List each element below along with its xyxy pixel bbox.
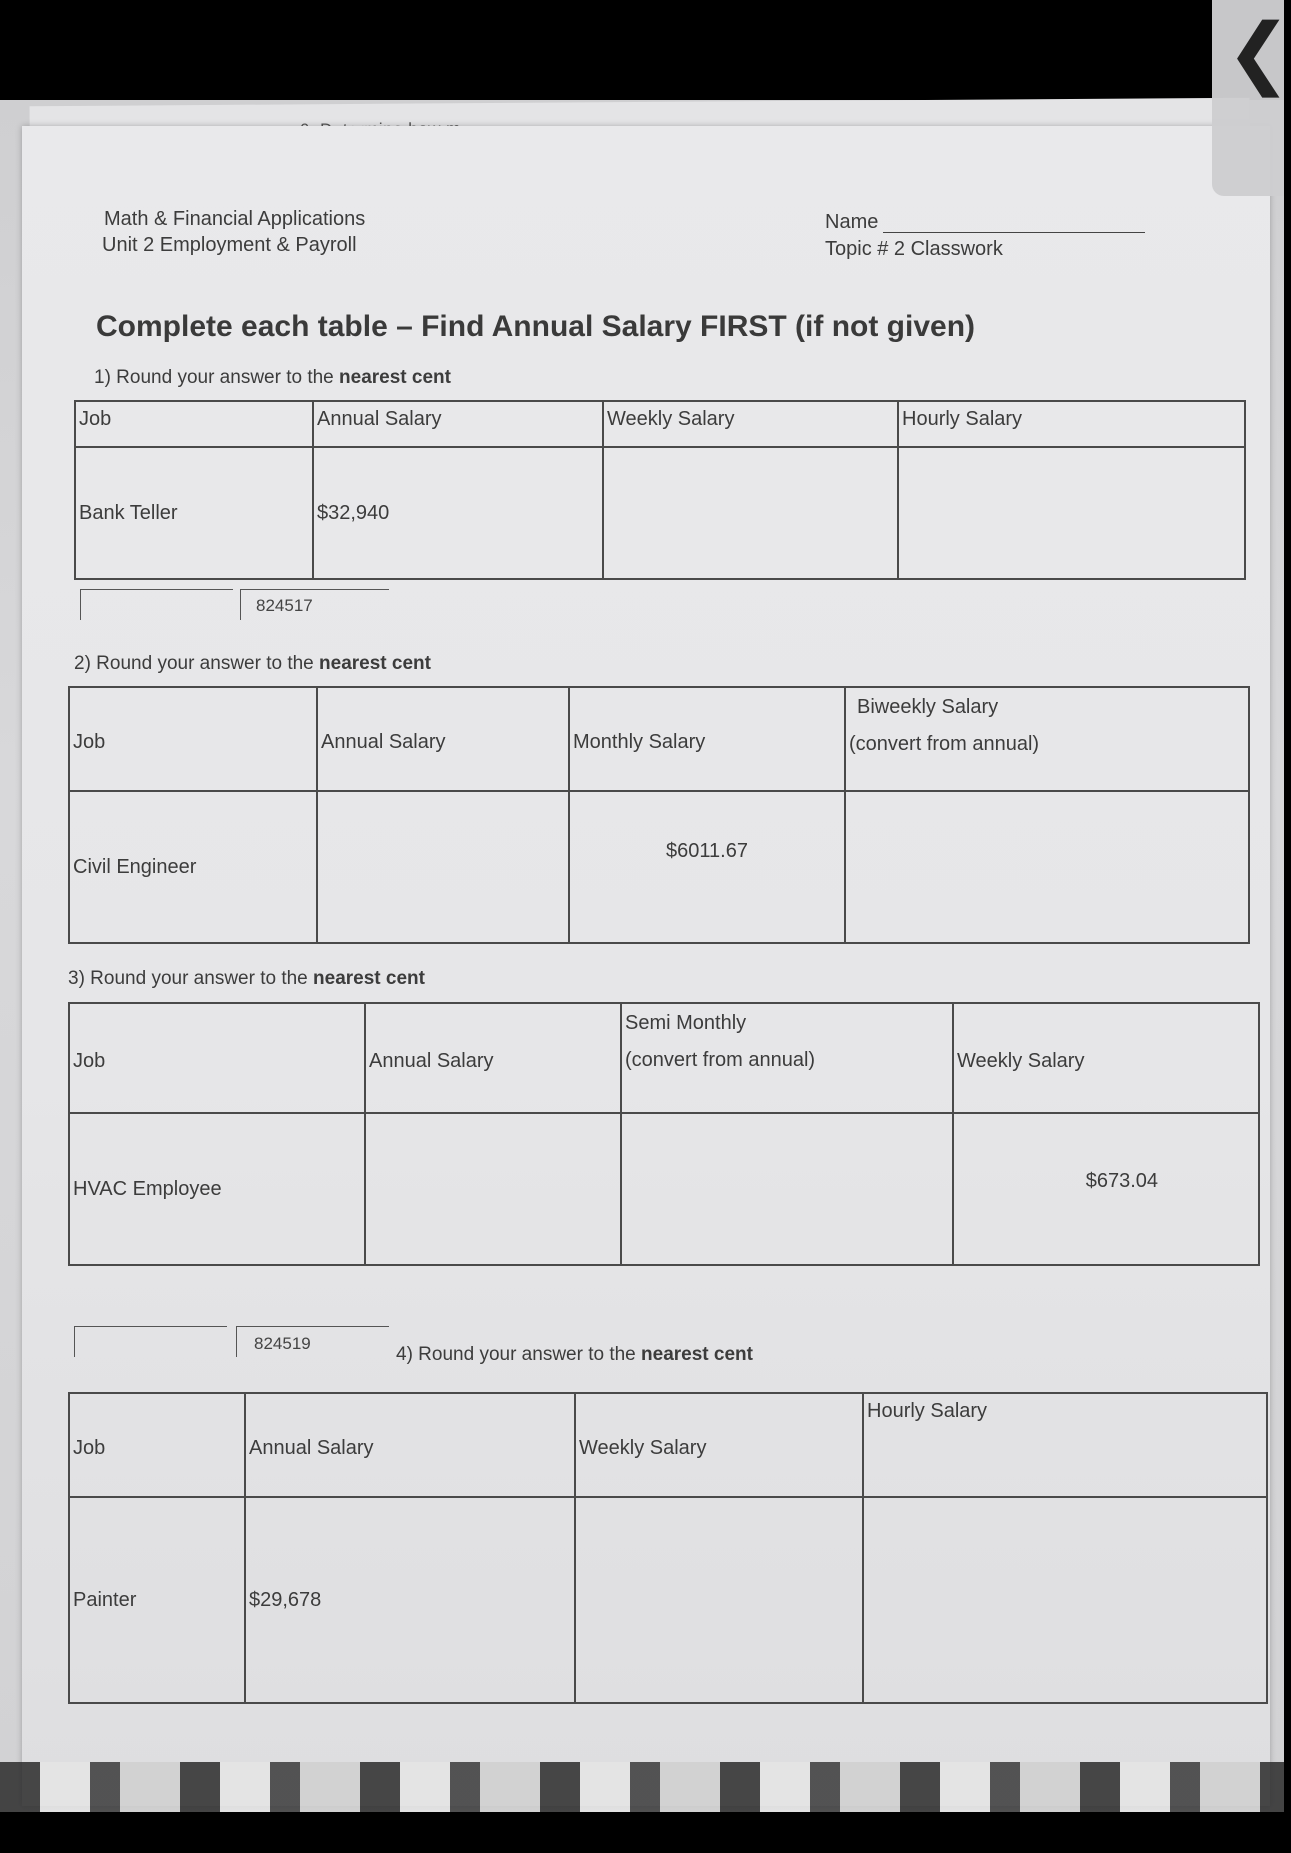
table-4	[68, 1392, 1268, 1704]
column-header-job: Job	[69, 1003, 365, 1113]
column-header-biweekly	[845, 687, 1249, 791]
biweekly-note: (convert from annual)	[849, 733, 1040, 755]
weekly-cell: $673.04	[953, 1113, 1259, 1265]
name-line	[883, 232, 1145, 233]
column-header-job: Job	[69, 1393, 245, 1497]
column-header-semi-monthly	[621, 1003, 953, 1113]
instruction-4: 4) Round your answer to the nearest cent	[396, 1344, 753, 1365]
table-header-row	[75, 401, 1245, 447]
instruction-2: 2) Round your answer to the nearest cent	[74, 653, 431, 674]
job-cell: Bank Teller	[75, 447, 313, 579]
semi-monthly-answer-cell[interactable]	[621, 1113, 953, 1265]
table-row	[75, 447, 1245, 579]
column-header-hourly: Hourly Salary	[898, 401, 1245, 447]
semi-monthly-label: Semi Monthly	[625, 1012, 747, 1034]
table-row	[69, 791, 1249, 943]
column-header-job: Job	[75, 401, 313, 447]
column-header-job: Job	[69, 687, 317, 791]
worksheet-page	[22, 126, 1270, 1806]
chevron-left-icon[interactable]: ❮	[1226, 8, 1291, 98]
column-header-weekly: Weekly Salary	[953, 1003, 1259, 1113]
instruction-1: 1) Round your answer to the nearest cent	[94, 367, 451, 388]
biweekly-label: Biweekly Salary	[857, 696, 999, 718]
table-1	[74, 400, 1246, 580]
column-header-hourly: Hourly Salary	[863, 1393, 1267, 1497]
table-header-row	[69, 1003, 1259, 1113]
topic-label: Topic # 2 Classwork	[825, 238, 1003, 260]
job-cell: HVAC Employee	[69, 1113, 365, 1265]
annual-answer-cell[interactable]	[317, 791, 569, 943]
biweekly-answer-cell[interactable]	[845, 791, 1249, 943]
column-header-weekly: Weekly Salary	[575, 1393, 863, 1497]
instruction-3: 3) Round your answer to the nearest cent	[68, 968, 425, 989]
tag-box	[80, 589, 233, 620]
table-row	[69, 1497, 1267, 1703]
weekly-answer-cell[interactable]	[575, 1497, 863, 1703]
unit-title: Unit 2 Employment & Payroll	[102, 234, 357, 256]
annual-cell: $32,940	[313, 447, 603, 579]
table-header-row	[69, 1393, 1267, 1497]
semi-monthly-note: (convert from annual)	[625, 1049, 816, 1071]
fabric-background	[0, 1762, 1284, 1812]
table-row	[69, 1113, 1259, 1265]
page-title: Complete each table – Find Annual Salary FIRST (if not given)	[96, 310, 976, 343]
tag-box	[74, 1326, 227, 1357]
hourly-answer-cell[interactable]	[898, 447, 1245, 579]
table-2	[68, 686, 1250, 944]
column-header-annual: Annual Salary	[245, 1393, 575, 1497]
photo-background	[0, 100, 1284, 1812]
column-header-annual: Annual Salary	[365, 1003, 621, 1113]
back-nav-button[interactable]	[1212, 0, 1291, 196]
job-cell: Civil Engineer	[69, 791, 317, 943]
weekly-answer-cell[interactable]	[603, 447, 898, 579]
hourly-answer-cell[interactable]	[863, 1497, 1267, 1703]
course-title: Math & Financial Applications	[104, 208, 366, 230]
table-3	[68, 1002, 1260, 1266]
monthly-cell: $6011.67	[569, 791, 845, 943]
column-header-annual: Annual Salary	[313, 401, 603, 447]
table-header-row	[69, 687, 1249, 791]
tag-number: 824517	[256, 596, 313, 615]
tag-number: 824519	[254, 1334, 311, 1353]
name-label: Name	[825, 211, 879, 233]
column-header-monthly: Monthly Salary	[569, 687, 845, 791]
annual-answer-cell[interactable]	[365, 1113, 621, 1265]
annual-cell: $29,678	[245, 1497, 575, 1703]
job-cell: Painter	[69, 1497, 245, 1703]
column-header-annual: Annual Salary	[317, 687, 569, 791]
column-header-weekly: Weekly Salary	[603, 401, 898, 447]
